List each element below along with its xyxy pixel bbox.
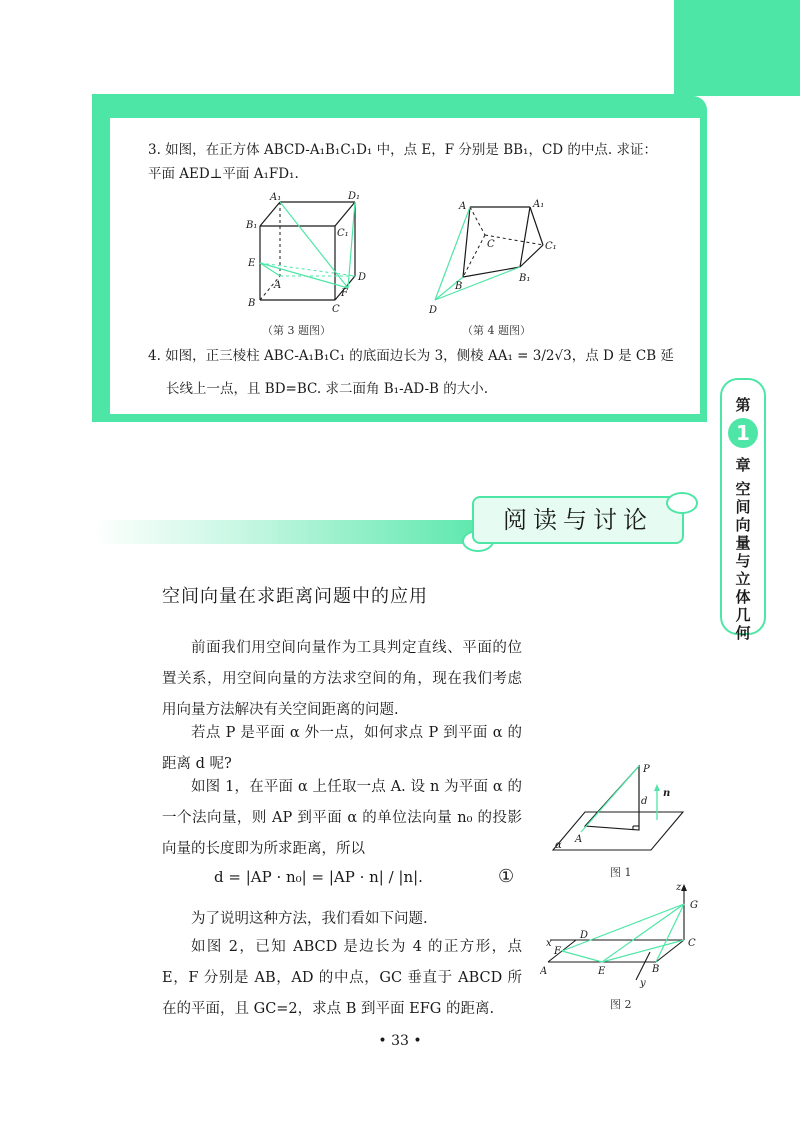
svg-text:A₁: A₁ bbox=[533, 199, 545, 210]
figure-3-caption: （第 3 题图） bbox=[262, 324, 331, 337]
corner-accent bbox=[674, 0, 800, 96]
page-number: • 33 • bbox=[378, 1033, 422, 1049]
svg-text:B: B bbox=[455, 281, 463, 292]
svg-text:B₁: B₁ bbox=[246, 220, 258, 231]
banner-title: 阅读与讨论 bbox=[503, 506, 653, 534]
svg-text:A₁: A₁ bbox=[270, 192, 282, 203]
svg-text:d: d bbox=[641, 796, 648, 807]
chapter-tab-zhang: 章 bbox=[735, 456, 751, 474]
paragraph-2: 若点 P 是平面 α 外一点，如何求点 P 到平面 α 的距离 d 呢? bbox=[162, 725, 522, 772]
svg-text:B₁: B₁ bbox=[519, 273, 531, 284]
svg-text:x: x bbox=[546, 938, 552, 949]
formula-tag: ① bbox=[498, 866, 515, 887]
figure-1-diagram bbox=[545, 760, 685, 860]
svg-text:E: E bbox=[248, 258, 256, 269]
svg-text:C: C bbox=[487, 239, 495, 250]
distance-formula: d = |AP · n₀| = |AP · n| / |n|. bbox=[214, 868, 423, 886]
chapter-title-vertical bbox=[720, 480, 766, 642]
chapter-title-char: 间 bbox=[735, 498, 751, 516]
exercise-3-line1: 3. 如图，在正方体 ABCD-A₁B₁C₁D₁ 中，点 E，F 分别是 BB₁，CD 的中点. 求证： bbox=[148, 142, 657, 158]
figure-4-caption: （第 4 题图） bbox=[462, 324, 531, 337]
cube-figure bbox=[240, 188, 380, 318]
svg-text:y: y bbox=[640, 978, 646, 989]
svg-text:C: C bbox=[688, 938, 696, 949]
svg-text:A: A bbox=[540, 966, 548, 977]
chapter-title-char: 向 bbox=[735, 516, 751, 534]
svg-text:n: n bbox=[663, 788, 671, 799]
chapter-title-char: 几 bbox=[735, 606, 751, 624]
svg-text:α: α bbox=[555, 840, 562, 851]
svg-text:A: A bbox=[575, 834, 583, 845]
chapter-title-char: 量 bbox=[735, 534, 751, 552]
paragraph-5: 如图 2，已知 ABCD 是边长为 4 的正方形，点 E，F 分别是 AB，AD 的中点，GC 垂直于 ABCD 所在的平面，且 GC=2，求点 B 到平面 EFG 的距离. bbox=[162, 939, 522, 1017]
svg-text:B: B bbox=[248, 298, 256, 309]
svg-text:A: A bbox=[274, 280, 282, 291]
paragraph-1: 前面我们用空间向量作为工具判定直线、平面的位置关系，用空间向量的方法求空间的角，现在我们考虑用向量方法解决有关空间距离的问题. bbox=[162, 640, 522, 718]
svg-text:B: B bbox=[652, 964, 660, 975]
chapter-number-badge: 1 bbox=[728, 418, 758, 448]
svg-text:C₁: C₁ bbox=[337, 228, 349, 239]
exercise-4-line1: 4. 如图，正三棱柱 ABC-A₁B₁C₁ 的底面边长为 3，侧棱 AA₁ = 3/2√3，点 D 是 CB 延 bbox=[148, 348, 674, 364]
svg-text:F: F bbox=[554, 946, 561, 957]
banner-strip bbox=[92, 520, 512, 544]
svg-text:A: A bbox=[459, 201, 467, 212]
svg-text:C: C bbox=[332, 304, 340, 315]
paragraph-3: 如图 1，在平面 α 上任取一点 A. 设 n 为平面 α 的一个法向量，则 AP 到平面 α 的单位法向量 n₀ 的投影向量的长度即为所求距离，所以 bbox=[162, 779, 522, 857]
exercise-4-line2: 长线上一点，且 BD=BC. 求二面角 B₁-AD-B 的大小. bbox=[166, 381, 489, 397]
paragraph-4: 为了说明这种方法，我们看如下问题. bbox=[191, 911, 428, 927]
svg-text:C₁: C₁ bbox=[545, 241, 557, 252]
exercise-3-line2: 平面 AED⊥平面 A₁FD₁. bbox=[148, 166, 299, 182]
prism-figure bbox=[425, 195, 565, 320]
svg-text:D: D bbox=[580, 930, 589, 941]
figure-2-diagram bbox=[540, 882, 700, 992]
svg-text:P: P bbox=[643, 764, 650, 775]
chapter-title-char: 立 bbox=[735, 570, 751, 588]
chapter-title-char: 空 bbox=[735, 480, 751, 498]
svg-text:D: D bbox=[429, 305, 438, 316]
svg-text:E: E bbox=[598, 966, 606, 977]
figure-1-caption: 图 1 bbox=[610, 866, 632, 879]
figure-2-caption: 图 2 bbox=[610, 998, 632, 1011]
svg-text:z: z bbox=[676, 882, 682, 893]
chapter-tab-di: 第 bbox=[735, 396, 751, 414]
chapter-title-char: 与 bbox=[735, 552, 751, 570]
section-title: 空间向量在求距离问题中的应用 bbox=[162, 586, 428, 607]
chapter-title-char: 体 bbox=[735, 588, 751, 606]
svg-text:G: G bbox=[690, 900, 698, 911]
chapter-title-char: 何 bbox=[735, 624, 751, 642]
svg-text:D: D bbox=[358, 272, 367, 283]
svg-text:F: F bbox=[341, 288, 348, 299]
svg-text:D₁: D₁ bbox=[348, 191, 361, 202]
